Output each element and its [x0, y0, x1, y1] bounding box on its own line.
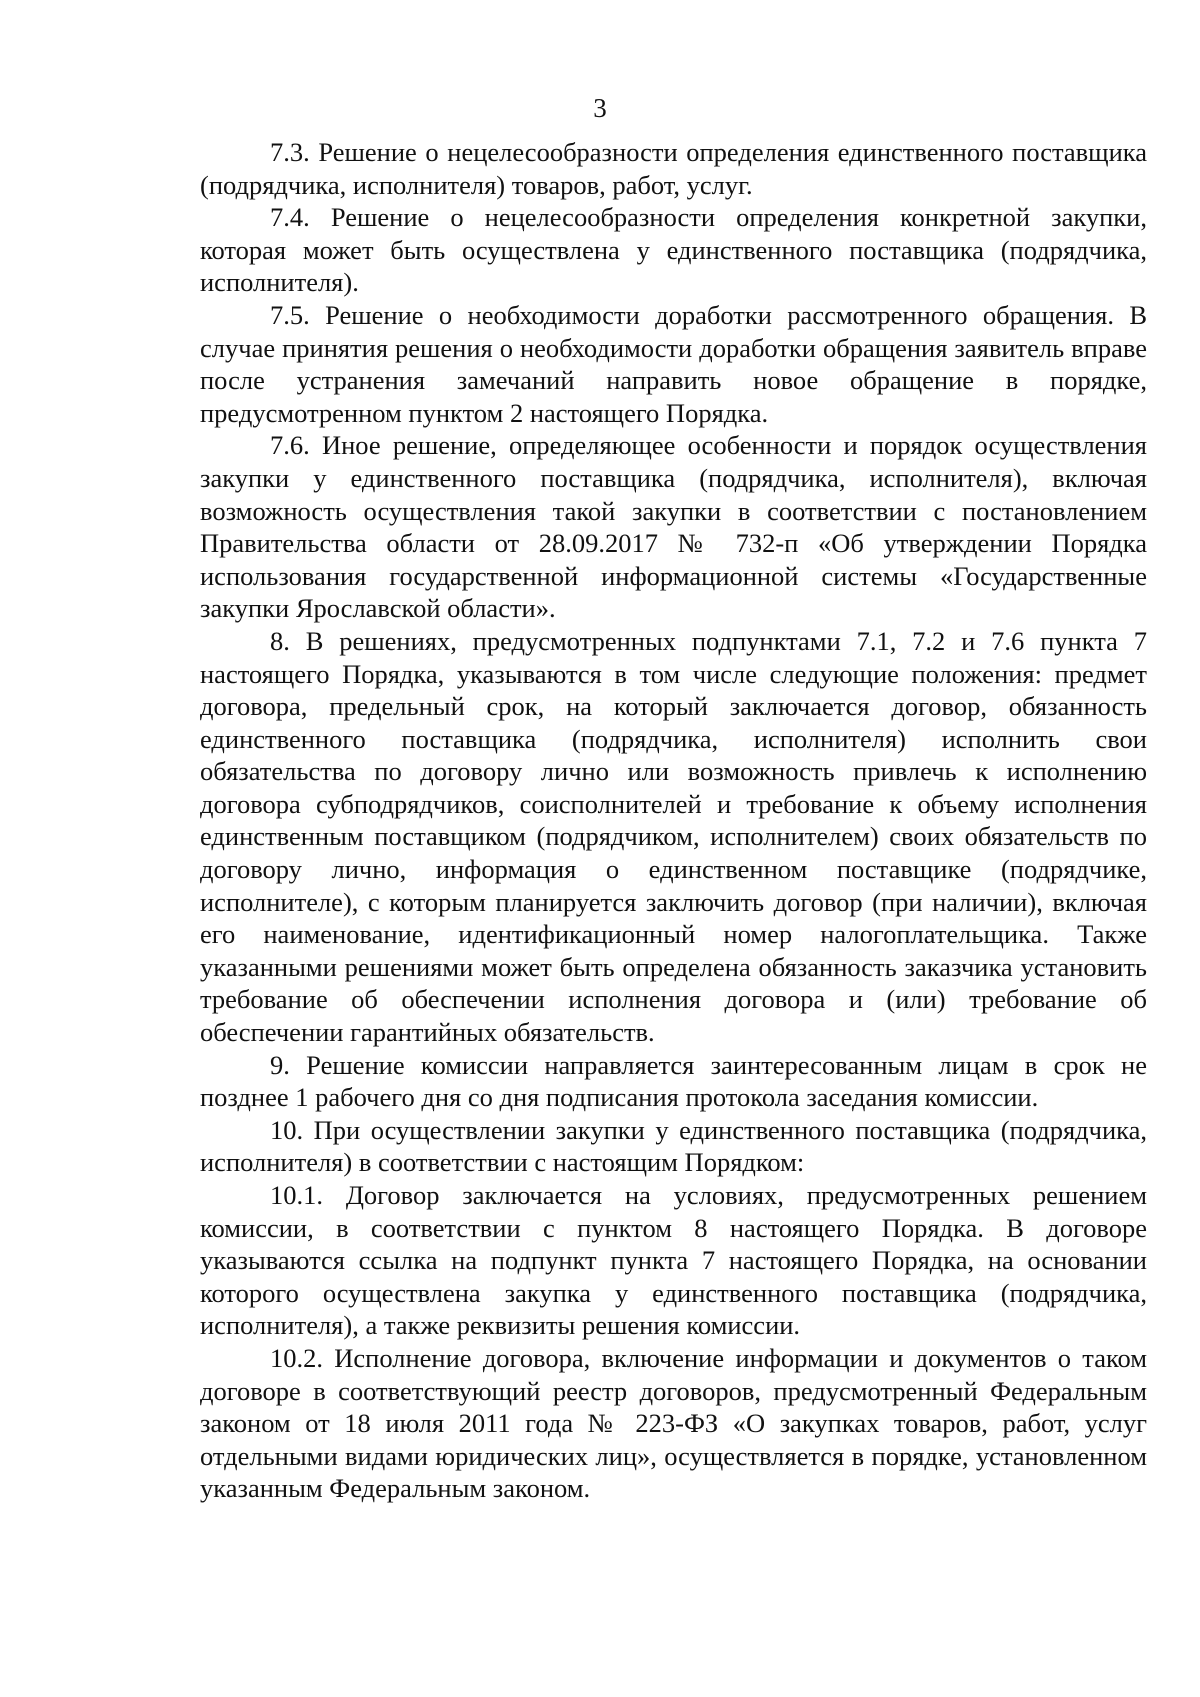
paragraph-10-1: 10.1. Договор заключается на условиях, предусмотренных решением комиссии, в соответствии с пунктом 8 настоящего Порядка. В договоре указываются ссылка на подпункт пункта 7 настоящего Порядка, на основании которого осуществлена закупка у единственного поставщика (подрядчика, исполнителя), а также реквизиты решения комиссии. [200, 1180, 1147, 1341]
paragraph-7-3: 7.3. Решение о нецелесообразности определения единственного поставщика (подрядчика, исполнителя) товаров, работ, услуг. [200, 137, 1147, 200]
paragraph-8: 8. В решениях, предусмотренных подпунктами 7.1, 7.2 и 7.6 пункта 7 настоящего Порядка, указываются в том числе следующие положения: предмет договора, предельный срок, на который заключается договор, обязанность единственного поставщика (подрядчика, исполнителя) исполнить свои обязательства по договору лично или возможность привлечь к исполнению договора субподрядчиков, соисполнителей и требование к объему исполнения единственным поставщиком (подрядчиком, исполнителем) своих обязательств по договору лично, информация о единственном поставщике (подрядчике, исполнителе), с которым планируется заключить договор (при наличии), включая его наименование, идентификационный номер налогоплательщика. Также указанными решениями может быть определена обязанность заказчика установить требование об обеспечении исполнения договора и (или) требование об обеспечении гарантийных обязательств. [200, 625, 1147, 1048]
paragraph-10: 10. При осуществлении закупки у единственного поставщика (подрядчика, исполнителя) в соответствии с настоящим Порядком: [200, 1114, 1147, 1178]
paragraph-7-4: 7.4. Решение о нецелесообразности определения конкретной закупки, которая может быть осуществлена у единственного поставщика (подрядчика, исполнителя). [200, 202, 1147, 298]
page-number: 3 [593, 93, 607, 123]
paragraph-7-6: 7.6. Иное решение, определяющее особенности и порядок осуществления закупки у единственного поставщика (подрядчика, исполнителя), включая возможность осуществления такой закупки в соответствии с постановлением Правительства области от 28.09.2017 № 732-п «Об утверждении Порядка использования государственной информационной системы «Государственные закупки Ярославской области». [200, 430, 1147, 624]
paragraph-7-5: 7.5. Решение о необходимости доработки рассмотренного обращения. В случае принятия решения о необходимости доработки обращения заявитель вправе после устранения замечаний направить новое обращение в порядке, предусмотренном пунктом 2 настоящего Порядка. [200, 299, 1147, 428]
document-body [200, 136, 1147, 1505]
paragraph-10-2: 10.2. Исполнение договора, включение информации и документов о таком договоре в соответствующий реестр договоров, предусмотренный Федеральным законом от 18 июля 2011 года № 223-ФЗ «О закупках товаров, работ, услуг отдельными видами юридических лиц», осуществляется в порядке, установленном указанным Федеральным законом. [200, 1342, 1147, 1504]
paragraph-9: 9. Решение комиссии направляется заинтересованным лицам в срок не позднее 1 рабочего дня со дня подписания протокола заседания комиссии. [200, 1049, 1147, 1113]
